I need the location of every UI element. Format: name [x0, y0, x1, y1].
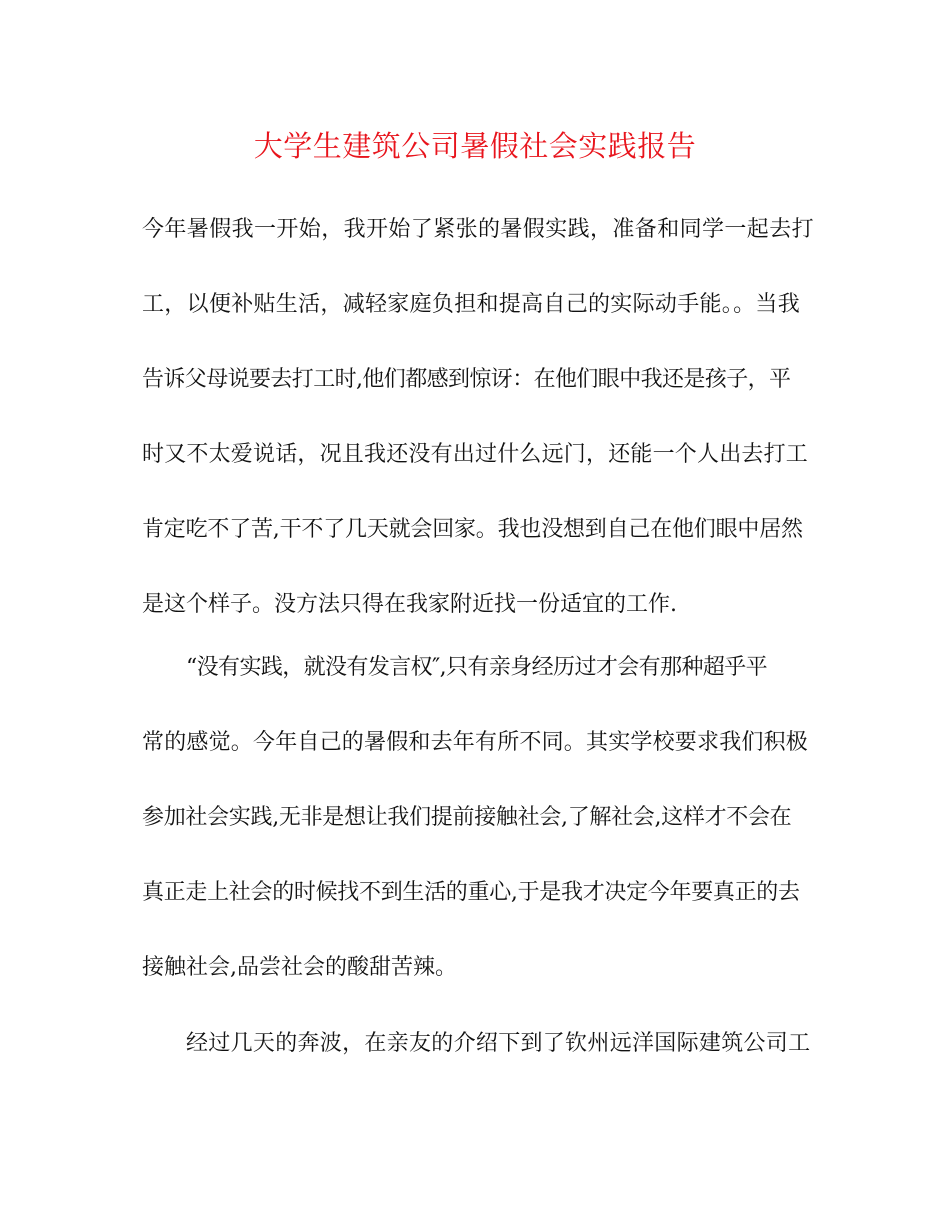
paragraph-line: 是这个样子。没方法只得在我家附近找一份适宜的工作.: [142, 592, 677, 617]
paragraph-line: 肯定吃不了苦,干不了几天就会回家。我也没想到自己在他们眼中居然: [142, 517, 803, 542]
paragraph-line: 工，以便补贴生活，减轻家庭负担和提高自己的实际动手能。。当我: [142, 292, 801, 317]
paragraph-line: 今年暑假我一开始，我开始了紧张的暑假实践，准备和同学一起去打: [142, 217, 815, 242]
paragraph-line: 告诉父母说要去打工时,他们都感到惊讶：在他们眼中我还是孩子，平: [142, 367, 791, 392]
paragraph-line: “没有实践，就没有发言权″,只有亲身经历过才会有那种超乎平: [186, 655, 768, 680]
paragraph-line: 常的感觉。今年自己的暑假和去年有所不同。其实学校要求我们积极: [142, 730, 809, 755]
document-title: 大学生建筑公司暑假社会实践报告: [253, 129, 697, 163]
paragraph-line: 真正走上社会的时候找不到生活的重心,于是我才决定今年要真正的去: [142, 880, 800, 905]
paragraph-line: 经过几天的奔波，在亲友的介绍下到了钦州远洋国际建筑公司工: [186, 1031, 811, 1056]
paragraph-line: 接触社会,品尝社会的酸甜苦辣。: [142, 955, 457, 980]
paragraph-line: 时又不太爱说话，况且我还没有出过什么远门，还能一个人出去打工: [142, 442, 809, 467]
paragraph-line: 参加社会实践,无非是想让我们提前接触社会,了解社会,这样才不会在: [142, 805, 792, 830]
